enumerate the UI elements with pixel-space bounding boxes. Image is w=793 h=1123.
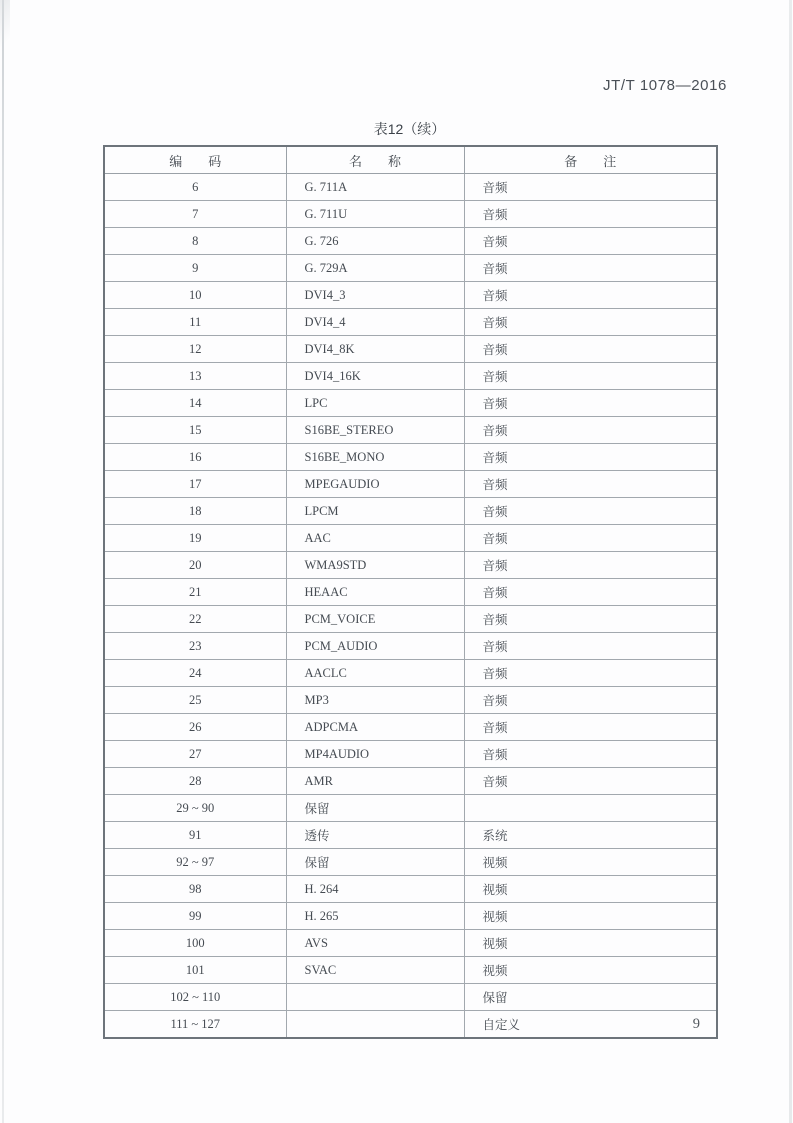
table-row [104, 282, 717, 309]
table-row [104, 876, 717, 903]
table-row [104, 471, 717, 498]
table-row [104, 498, 717, 525]
table-row [104, 552, 717, 579]
remark-cell: 音频 [464, 336, 717, 363]
code-cell: 27 [104, 741, 286, 768]
name-cell: 透传 [286, 822, 464, 849]
remark-cell: 视频 [464, 876, 717, 903]
remark-cell: 音频 [464, 471, 717, 498]
table-row [104, 255, 717, 282]
code-cell: 91 [104, 822, 286, 849]
remark-cell: 音频 [464, 579, 717, 606]
name-cell: AVS [286, 930, 464, 957]
code-cell: 11 [104, 309, 286, 336]
name-cell: PCM_VOICE [286, 606, 464, 633]
remark-cell [464, 795, 717, 822]
code-cell: 15 [104, 417, 286, 444]
table-row [104, 687, 717, 714]
remark-cell: 音频 [464, 201, 717, 228]
remark-cell: 音频 [464, 363, 717, 390]
remark-cell: 音频 [464, 525, 717, 552]
name-cell: DVI4_8K [286, 336, 464, 363]
code-cell: 29 ~ 90 [104, 795, 286, 822]
code-cell: 111 ~ 127 [104, 1011, 286, 1039]
codec-table-body [104, 174, 717, 1039]
doc-number: JT/T 1078—2016 [602, 77, 727, 94]
code-cell: 92 ~ 97 [104, 849, 286, 876]
name-cell: AACLC [286, 660, 464, 687]
remark-cell: 视频 [464, 957, 717, 984]
name-cell: DVI4_4 [286, 309, 464, 336]
code-cell: 26 [104, 714, 286, 741]
code-cell: 9 [104, 255, 286, 282]
page-left-edge-artifact [2, 0, 4, 1123]
table-row [104, 174, 717, 201]
name-cell: DVI4_3 [286, 282, 464, 309]
name-cell: HEAAC [286, 579, 464, 606]
table-row [104, 984, 717, 1011]
table-row [104, 309, 717, 336]
page-corner-shade-artifact [0, 0, 10, 60]
name-cell: WMA9STD [286, 552, 464, 579]
code-cell: 23 [104, 633, 286, 660]
remark-cell: 音频 [464, 768, 717, 795]
code-cell: 99 [104, 903, 286, 930]
code-cell: 8 [104, 228, 286, 255]
code-cell: 10 [104, 282, 286, 309]
code-cell: 28 [104, 768, 286, 795]
code-cell: 16 [104, 444, 286, 471]
name-cell: H. 265 [286, 903, 464, 930]
table-row [104, 822, 717, 849]
name-cell: PCM_AUDIO [286, 633, 464, 660]
remark-cell: 音频 [464, 606, 717, 633]
remark-cell: 音频 [464, 552, 717, 579]
name-cell: AMR [286, 768, 464, 795]
column-header-code: 编 码 [104, 146, 286, 174]
code-cell: 98 [104, 876, 286, 903]
remark-cell: 音频 [464, 687, 717, 714]
remark-cell: 音频 [464, 228, 717, 255]
table-row [104, 579, 717, 606]
name-cell: S16BE_MONO [286, 444, 464, 471]
name-cell: 保留 [286, 795, 464, 822]
table-row [104, 903, 717, 930]
code-cell: 24 [104, 660, 286, 687]
table-row [104, 363, 717, 390]
table-row [104, 201, 717, 228]
code-cell: 13 [104, 363, 286, 390]
name-cell: S16BE_STEREO [286, 417, 464, 444]
name-cell: MP3 [286, 687, 464, 714]
table-row [104, 714, 717, 741]
remark-cell: 视频 [464, 903, 717, 930]
table-row [104, 525, 717, 552]
table-row [104, 633, 717, 660]
table-row [104, 957, 717, 984]
page-number: 9 [692, 1016, 700, 1032]
code-cell: 7 [104, 201, 286, 228]
table-row [104, 390, 717, 417]
remark-cell: 音频 [464, 282, 717, 309]
name-cell: ADPCMA [286, 714, 464, 741]
code-cell: 20 [104, 552, 286, 579]
codec-table [103, 145, 718, 1039]
remark-cell: 音频 [464, 309, 717, 336]
table-row [104, 336, 717, 363]
code-cell: 14 [104, 390, 286, 417]
page-right-edge-artifact [789, 0, 792, 1123]
remark-cell: 视频 [464, 849, 717, 876]
table-header-row [104, 146, 717, 174]
remark-cell: 音频 [464, 255, 717, 282]
code-cell: 101 [104, 957, 286, 984]
name-cell: MPEGAUDIO [286, 471, 464, 498]
table-row [104, 228, 717, 255]
column-header-remark: 备 注 [464, 146, 717, 174]
remark-cell: 保留 [464, 984, 717, 1011]
code-cell: 18 [104, 498, 286, 525]
remark-cell: 视频 [464, 930, 717, 957]
name-cell: G. 729A [286, 255, 464, 282]
name-cell: G. 711A [286, 174, 464, 201]
table-row [104, 444, 717, 471]
code-cell: 22 [104, 606, 286, 633]
remark-cell: 音频 [464, 417, 717, 444]
code-cell: 102 ~ 110 [104, 984, 286, 1011]
table-row [104, 849, 717, 876]
remark-cell: 音频 [464, 174, 717, 201]
code-cell: 19 [104, 525, 286, 552]
code-cell: 21 [104, 579, 286, 606]
remark-cell: 自定义 [464, 1011, 717, 1039]
table-row [104, 1011, 717, 1039]
code-cell: 6 [104, 174, 286, 201]
code-cell: 100 [104, 930, 286, 957]
table-row [104, 660, 717, 687]
remark-cell: 音频 [464, 714, 717, 741]
code-cell: 12 [104, 336, 286, 363]
table-row [104, 930, 717, 957]
name-cell: SVAC [286, 957, 464, 984]
remark-cell: 音频 [464, 444, 717, 471]
name-cell: H. 264 [286, 876, 464, 903]
name-cell [286, 1011, 464, 1039]
remark-cell: 音频 [464, 660, 717, 687]
name-cell: LPC [286, 390, 464, 417]
remark-cell: 系统 [464, 822, 717, 849]
table-title: 表12（续） [373, 121, 446, 137]
remark-cell: 音频 [464, 498, 717, 525]
table-row [104, 606, 717, 633]
table-row [104, 741, 717, 768]
remark-cell: 音频 [464, 633, 717, 660]
remark-cell: 音频 [464, 741, 717, 768]
name-cell: G. 711U [286, 201, 464, 228]
table-row [104, 795, 717, 822]
name-cell: G. 726 [286, 228, 464, 255]
name-cell: AAC [286, 525, 464, 552]
code-cell: 17 [104, 471, 286, 498]
table-row [104, 417, 717, 444]
column-header-name: 名 称 [286, 146, 464, 174]
name-cell: LPCM [286, 498, 464, 525]
name-cell: 保留 [286, 849, 464, 876]
name-cell [286, 984, 464, 1011]
name-cell: MP4AUDIO [286, 741, 464, 768]
code-cell: 25 [104, 687, 286, 714]
name-cell: DVI4_16K [286, 363, 464, 390]
remark-cell: 音频 [464, 390, 717, 417]
table-row [104, 768, 717, 795]
